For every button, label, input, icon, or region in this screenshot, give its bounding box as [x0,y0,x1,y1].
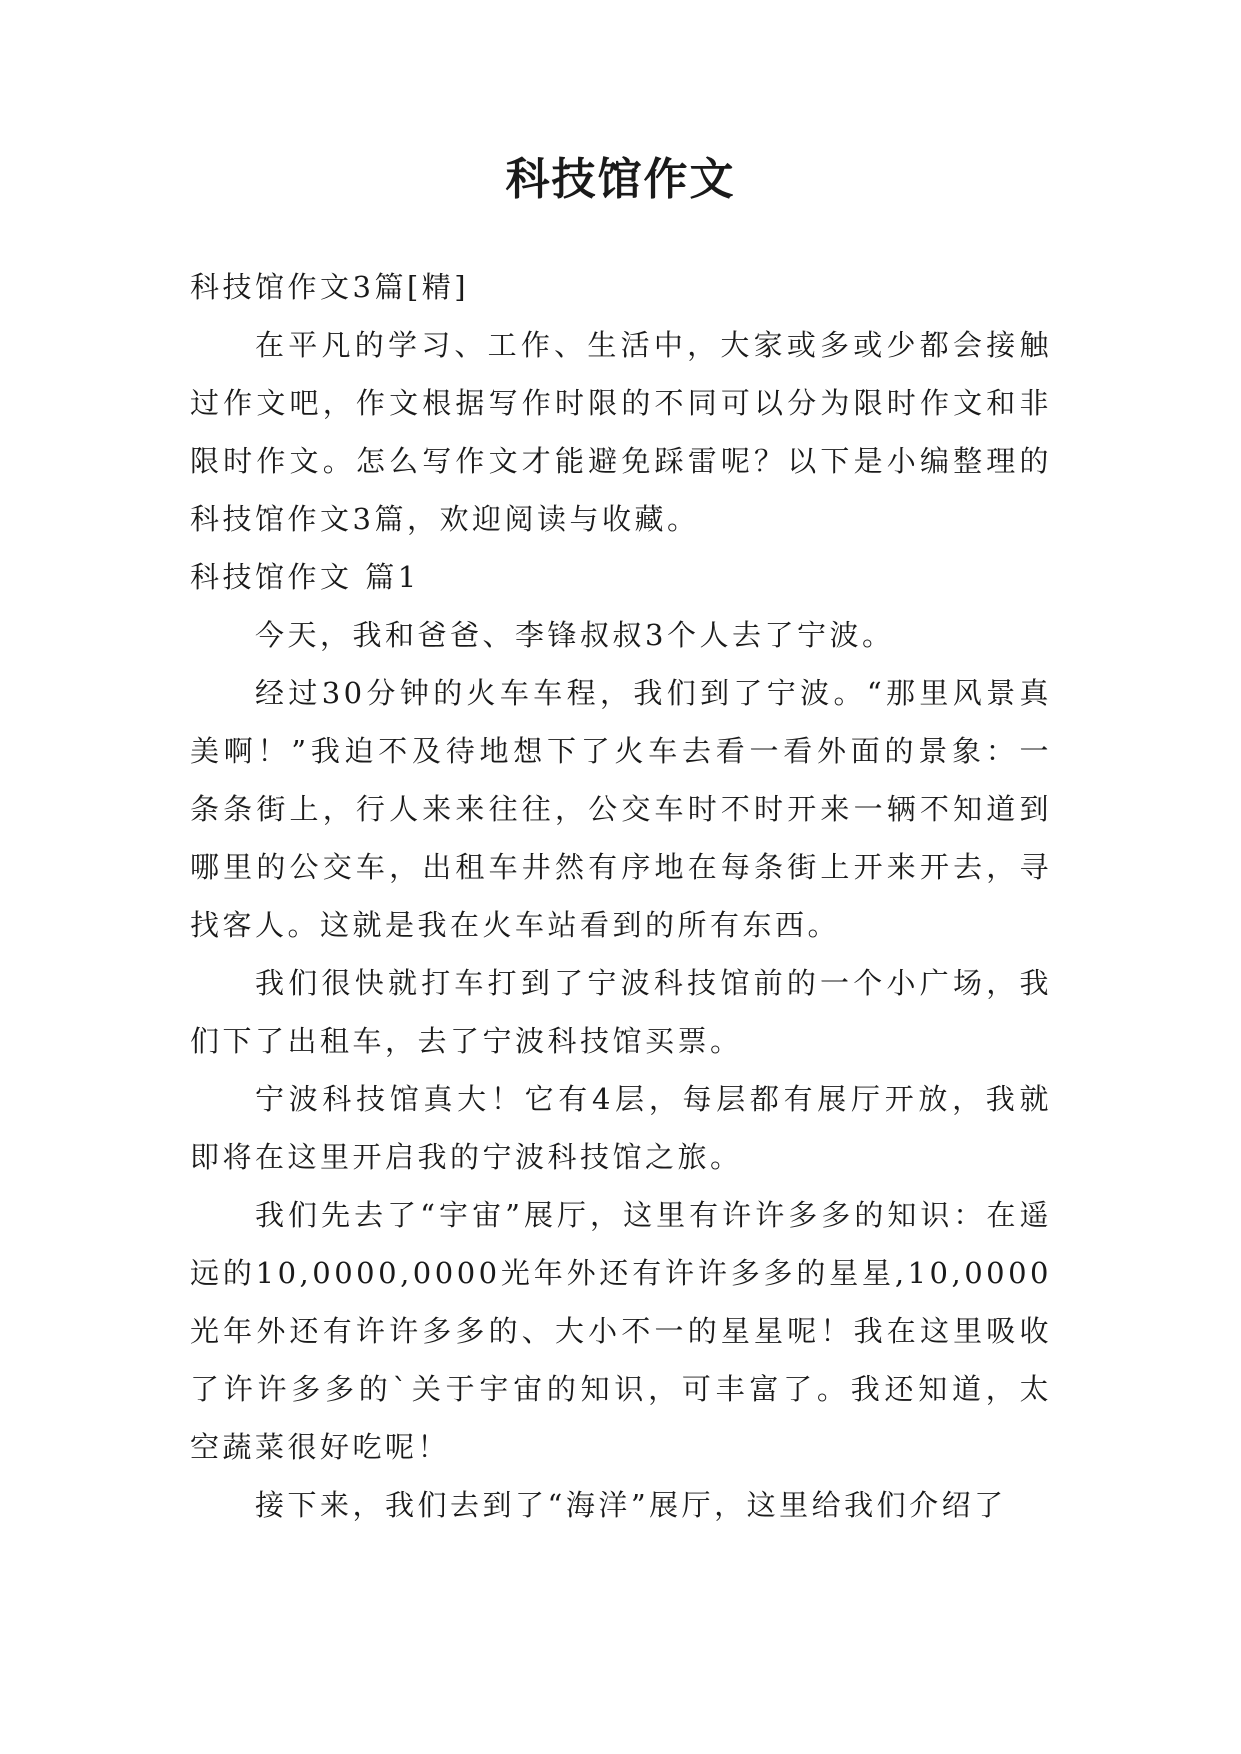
document-subtitle: 科技馆作文3篇[精] [190,270,470,304]
paragraph: 今天，我和爸爸、李锋叔叔3个人去了宁波。 [255,618,895,652]
document-body [190,258,1052,1534]
paragraph: 宁波科技馆真大！它有4层，每层都有展厅开放，我就即将在这里开启我的宁波科技馆之旅。 [190,1082,1052,1174]
paragraph: 经过30分钟的火车车程，我们到了宁波。“那里风景真美啊！”我迫不及待地想下了火车去看一看外面的景象：一条条街上，行人来来往往，公交车时不时开来一辆不知道到哪里的公交车，出租车井然有序地在每条街上开来开去，寻找客人。这就是我在火车站看到的所有东西。 [190,676,1052,942]
intro-paragraph: 在平凡的学习、工作、生活中，大家或多或少都会接触过作文吧，作文根据写作时限的不同可以分为限时作文和非限时作文。怎么写作文才能避免踩雷呢？以下是小编整理的科技馆作文3篇，欢迎阅读与收藏。 [190,328,1052,536]
paragraph: 我们先去了“宇宙”展厅，这里有许许多多的知识：在遥远的10,0000,0000光年外还有许许多多的星星,10,0000光年外还有许许多多的、大小不一的星星呢！我在这里吸收了许许多多的`关于宇宙的知识，可丰富了。我还知道，太空蔬菜很好吃呢！ [190,1198,1052,1464]
section-heading: 科技馆作文 篇1 [190,560,420,594]
document-title: 科技馆作文 [505,154,736,205]
paragraph: 我们很快就打车打到了宁波科技馆前的一个小广场，我们下了出租车，去了宁波科技馆买票。 [190,966,1052,1058]
paragraph: 接下来，我们去到了“海洋”展厅，这里给我们介绍了 [255,1488,1007,1522]
